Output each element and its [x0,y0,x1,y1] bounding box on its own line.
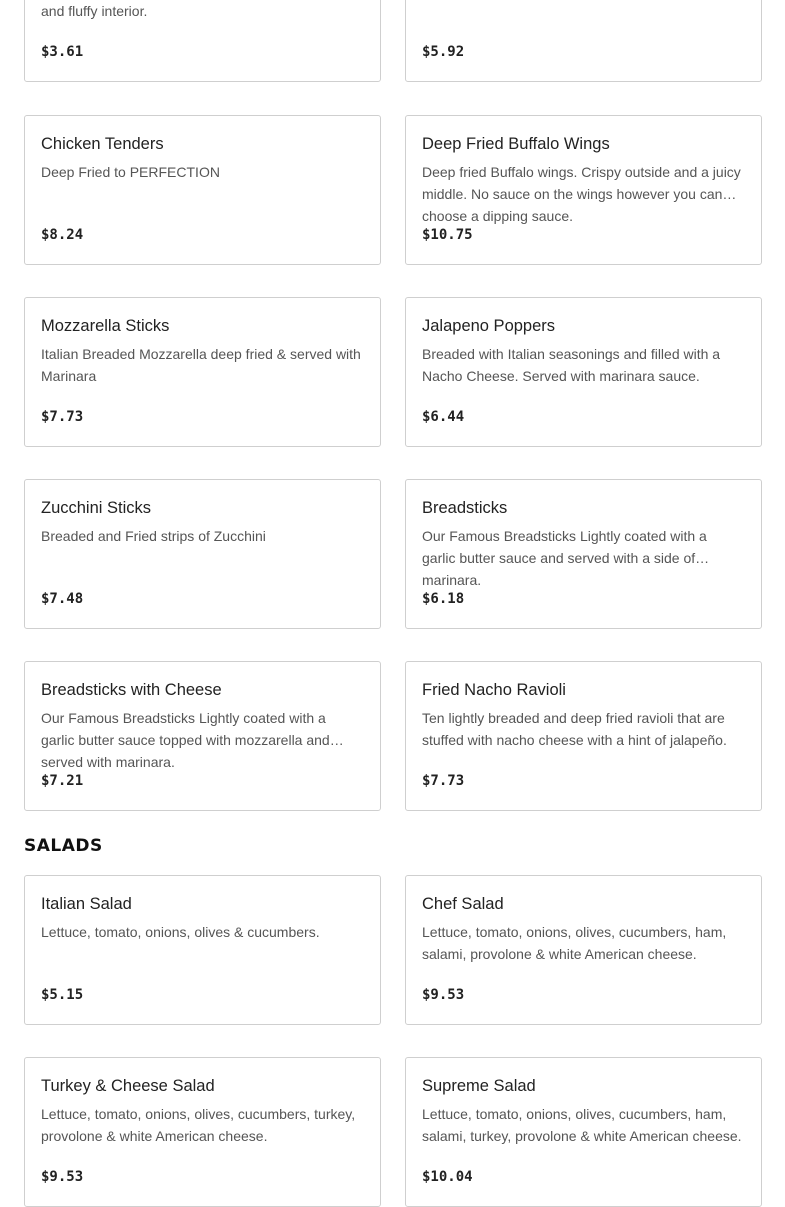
menu-item-description: Deep Fried to PERFECTION [41,164,220,180]
menu-item-price: $7.48 [41,591,84,607]
menu-item-name: Deep Fried Buffalo Wings [422,135,610,153]
menu-item-description: Deep fried Buffalo wings. Crispy outside and a juicy middle. No sauce on the wings however you can choose a dipping sauce. [422,164,741,224]
menu-item-description: and fluffy interior. [41,3,148,19]
menu-item-card[interactable] [405,661,762,811]
menu-item-price: $10.04 [422,1169,473,1185]
menu-item-card[interactable] [24,0,381,82]
menu-item-name: Chicken Tenders [41,135,164,153]
menu-item-name: Supreme Salad [422,1077,536,1095]
menu-item-card[interactable] [24,661,381,811]
menu-item-description [422,0,743,22]
menu-item-description: Our Famous Breadsticks Lightly coated with a garlic butter sauce and served with a side of marinara. [422,528,707,588]
menu-item-card[interactable] [405,479,762,629]
menu-item-description: Breaded with Italian seasonings and filled with a Nacho Cheese. Served with marinara sauce. [422,346,721,384]
menu-item-price: $6.18 [422,591,465,607]
menu-item-name: Fried Nacho Ravioli [422,681,566,699]
menu-item-price: $7.73 [41,409,84,425]
menu-item-card[interactable] [405,297,762,447]
menu-item-description: Lettuce, tomato, onions, olives, cucumbers, ham, salami, provolone & white American cheese. [422,924,727,962]
menu-item-name: Mozzarella Sticks [41,317,170,335]
menu-item-name: Breadsticks [422,499,508,517]
menu-item-description: Our Famous Breadsticks Lightly coated with a garlic butter sauce topped with mozzarella and served with marinara. [41,710,330,770]
menu-item-price: $10.75 [422,227,473,243]
menu-item-card[interactable] [405,0,762,82]
menu-item-description: Ten lightly breaded and deep fried ravioli that are stuffed with nacho cheese with a hint of jalapeño. [422,710,727,748]
menu-item-description: Breaded and Fried strips of Zucchini [41,528,266,544]
menu-item-name: Zucchini Sticks [41,499,152,517]
menu-item-price: $3.61 [41,44,84,60]
menu-item-price: $9.53 [422,987,465,1003]
menu-item-card[interactable] [405,115,762,265]
menu-item-card[interactable] [24,297,381,447]
menu-item-name: Breadsticks with Cheese [41,681,222,699]
menu-item-price: $8.24 [41,227,84,243]
menu-item-price: $7.73 [422,773,465,789]
menu-item-price: $5.92 [422,44,465,60]
menu-item-name: Turkey & Cheese Salad [41,1077,215,1095]
menu-item-description: Italian Breaded Mozzarella deep fried & served with Marinara [41,346,361,384]
menu-item-card[interactable] [24,1057,381,1207]
menu-item-card[interactable] [405,875,762,1025]
menu-item-description: Lettuce, tomato, onions, olives, cucumbers, turkey, provolone & white American cheese. [41,1106,356,1144]
menu-item-price: $9.53 [41,1169,84,1185]
menu-item-card[interactable] [24,875,381,1025]
menu-item-card[interactable] [405,1057,762,1207]
menu-item-name: Chef Salad [422,895,504,913]
menu-item-card[interactable] [24,479,381,629]
section-heading-salads: SALADS [24,836,103,856]
menu-item-price: $5.15 [41,987,84,1003]
menu-item-description: Lettuce, tomato, onions, olives & cucumbers. [41,924,320,940]
menu-item-name: Jalapeno Poppers [422,317,556,335]
menu-item-price: $6.44 [422,409,465,425]
menu-item-description: Lettuce, tomato, onions, olives, cucumbers, ham, salami, turkey, provolone & white American cheese. [422,1106,742,1144]
menu-item-card[interactable] [24,115,381,265]
menu-item-name: Italian Salad [41,895,132,913]
menu-item-price: $7.21 [41,773,84,789]
